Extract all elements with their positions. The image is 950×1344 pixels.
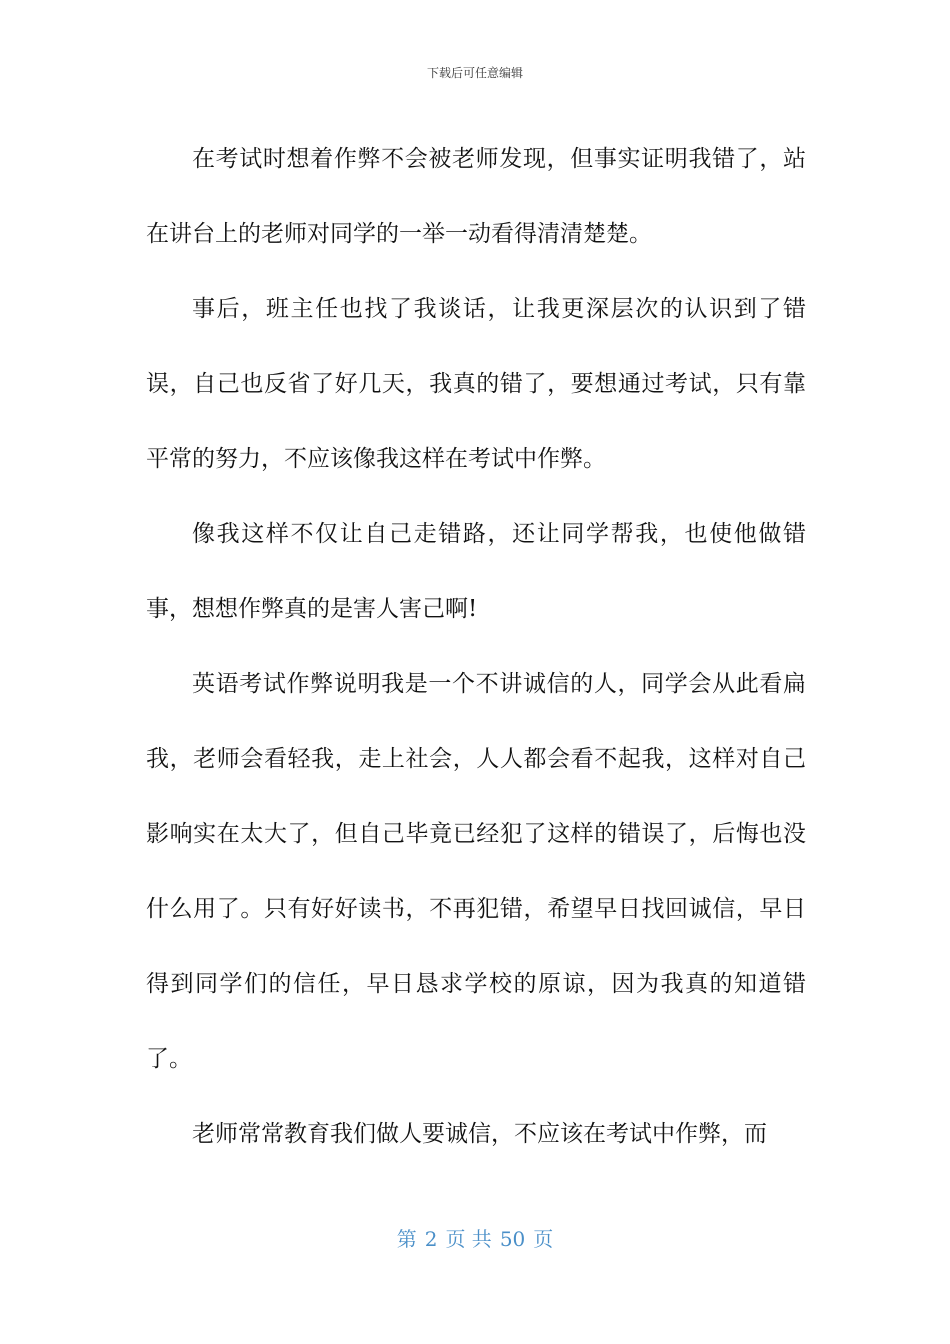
paragraph-2: 事后，班主任也找了我谈话，让我更深层次的认识到了错误，自己也反省了好几天，我真的错了，要想通过考试，只有靠平常的努力，不应该像我这样在考试中作弊。 xyxy=(146,296,806,472)
footer-prefix: 第 xyxy=(396,1227,417,1251)
footer-page-number: 2 xyxy=(424,1227,438,1251)
header-note: 下载后可任意编辑 xyxy=(426,66,523,80)
footer-suffix: 页 xyxy=(533,1227,554,1251)
paragraph-4: 英语考试作弊说明我是一个不讲诚信的人，同学会从此看扁我，老师会看轻我，走上社会，人人都会看不起我，这样对自己影响实在太大了，但自己毕竟已经犯了这样的错误了，后悔也没什么用了。只有好好读书，不再犯错，希望早日找回诚信，早日得到同学们的信任，早日恳求学校的原谅，因为我真的知道错了。 xyxy=(146,671,806,1072)
paragraph-5: 老师常常教育我们做人要诚信，不应该在考试中作弊，而 xyxy=(192,1121,767,1147)
paragraph-3: 像我这样不仅让自己走错路，还让同学帮我，也使他做错事，想想作弊真的是害人害己啊! xyxy=(146,521,806,622)
footer-total-pages: 50 xyxy=(499,1227,526,1251)
paragraph-1: 在考试时想着作弊不会被老师发现，但事实证明我错了，站在讲台上的老师对同学的一举一动看得清清楚楚。 xyxy=(146,146,806,247)
page-footer xyxy=(0,1223,950,1252)
footer-middle: 页 共 xyxy=(445,1227,492,1251)
document-body xyxy=(146,122,806,1172)
